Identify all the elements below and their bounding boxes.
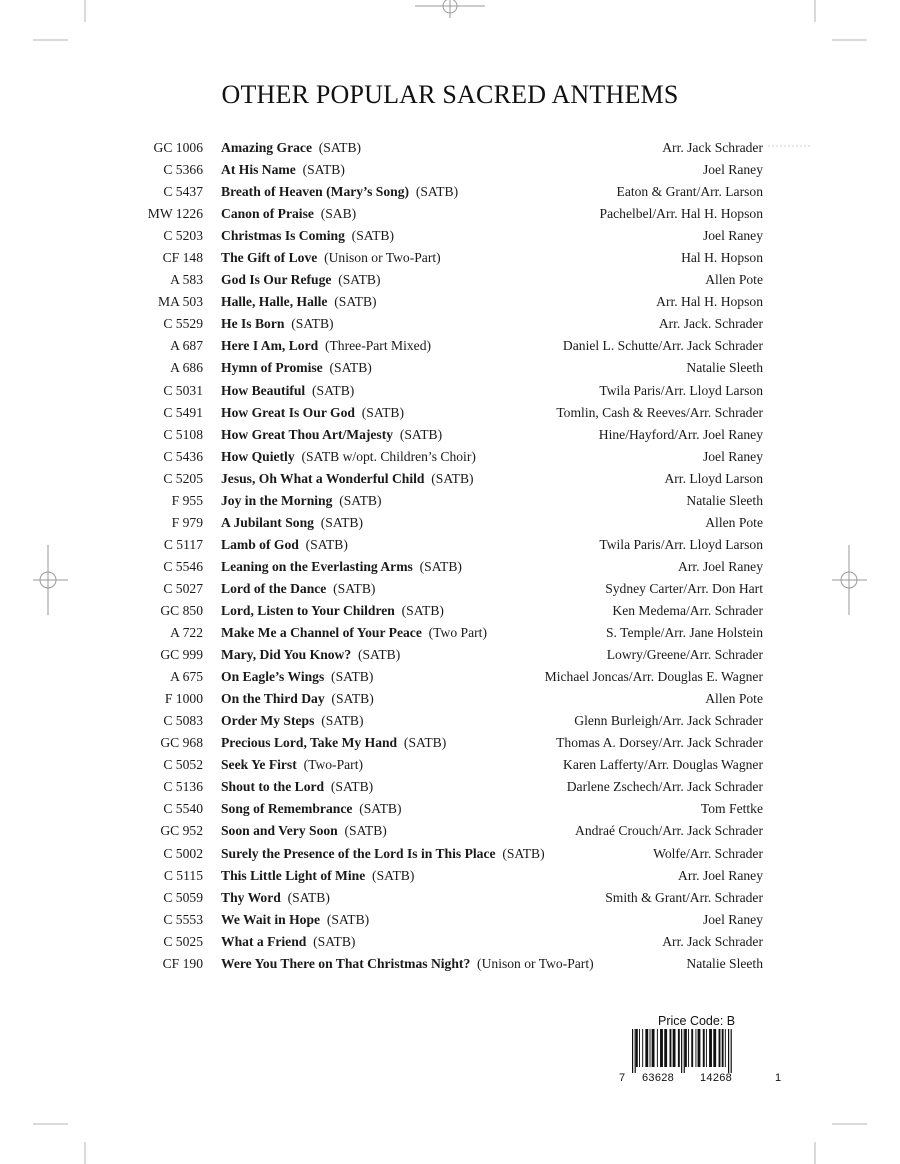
catalog-number: A 675: [170, 669, 203, 685]
barcode-bar: [698, 1029, 701, 1067]
barcode-left-digits: 63628: [642, 1072, 675, 1084]
anthem-title: Soon and Very Soon: [221, 823, 338, 839]
anthem-title: A Jubilant Song: [221, 514, 314, 530]
barcode-check-digit: 1: [775, 1072, 782, 1084]
anthem-title: God Is Our Refuge: [221, 272, 332, 288]
anthem-title: How Great Is Our God: [221, 404, 355, 420]
barcode-bar: [691, 1029, 693, 1067]
anthem-title-cell: [221, 776, 373, 798]
anthem-title-cell: [221, 380, 354, 402]
anthem-title: Were You There on That Christmas Night?: [221, 955, 471, 971]
list-item: [0, 798, 900, 820]
anthem-title-cell: [221, 159, 345, 181]
voicing-note: (SATB): [326, 911, 370, 927]
voicing-note: (SATB): [302, 162, 345, 178]
barcode-bar: [636, 1029, 638, 1067]
composer: Wolfe/Arr. Schrader: [653, 845, 763, 861]
catalog-number: C 5027: [163, 580, 203, 596]
anthem-title-cell: [221, 931, 355, 953]
barcode-bar: [728, 1029, 729, 1073]
voicing-note: (SATB): [287, 889, 330, 905]
anthem-title-cell: [221, 225, 394, 247]
catalog-number: C 5115: [163, 867, 203, 883]
barcode-bar: [635, 1029, 636, 1073]
catalog-number: C 5108: [163, 426, 203, 442]
list-item: [0, 865, 900, 887]
barcode-bar: [639, 1029, 640, 1067]
anthem-title-cell: [221, 402, 404, 424]
barcode-bar: [632, 1029, 633, 1073]
list-item: [0, 600, 900, 622]
voicing-note: (SATB): [344, 823, 387, 839]
list-item: [0, 887, 900, 909]
list-item: [0, 909, 900, 931]
catalog-number: F 979: [171, 514, 203, 530]
catalog-number: A 722: [170, 625, 203, 641]
list-item: [0, 402, 900, 424]
anthem-title: Canon of Praise: [221, 206, 314, 222]
composer: Joel Raney: [702, 448, 763, 464]
anthem-title: Here I Am, Lord: [221, 338, 319, 354]
catalog-number: C 5553: [163, 911, 203, 927]
anthem-title-cell: [221, 622, 487, 644]
anthem-title: Shout to the Lord: [221, 779, 325, 795]
anthem-title: On Eagle’s Wings: [221, 669, 325, 685]
catalog-number: GC 999: [160, 647, 203, 663]
composer: Joel Raney: [702, 228, 763, 244]
composer: Twila Paris/Arr. Lloyd Larson: [599, 536, 763, 552]
voicing-note: (Three-Part Mixed): [324, 338, 432, 354]
composer: Allen Pote: [705, 272, 763, 288]
anthem-title-cell: [221, 357, 372, 379]
barcode-bar: [642, 1029, 643, 1067]
anthem-title-cell: [221, 710, 363, 732]
anthem-title: Mary, Did You Know?: [221, 647, 352, 663]
list-item: [0, 534, 900, 556]
anthem-title: He Is Born: [221, 316, 285, 332]
barcode-bar: [660, 1029, 663, 1067]
anthem-title-cell: [221, 424, 442, 446]
list-item: [0, 688, 900, 710]
list-item: [0, 710, 900, 732]
composer: Tom Fettke: [700, 801, 763, 817]
voicing-note: (SATB): [502, 845, 545, 861]
catalog-number: C 5546: [163, 558, 203, 574]
anthem-title: Surely the Presence of the Lord Is in This Place: [221, 845, 496, 861]
voicing-note: (SATB): [333, 580, 376, 596]
list-item: [0, 666, 900, 688]
catalog-number: C 5205: [163, 470, 203, 486]
catalog-number: F 1000: [164, 691, 203, 707]
composer: Twila Paris/Arr. Lloyd Larson: [599, 382, 763, 398]
anthem-title-cell: [221, 887, 330, 909]
voicing-note: (SATB): [331, 691, 374, 707]
barcode-bar: [703, 1029, 705, 1067]
catalog-number: C 5366: [163, 162, 203, 178]
barcode-lead-digit: 7: [619, 1072, 626, 1084]
anthem-title: Jesus, Oh What a Wonderful Child: [221, 470, 425, 486]
composer: Arr. Jack Schrader: [662, 140, 763, 155]
composer: Lowry/Greene/Arr. Schrader: [606, 647, 763, 663]
voicing-note: (SATB): [359, 801, 402, 817]
anthem-title-cell: [221, 247, 441, 269]
barcode-bar: [685, 1029, 687, 1067]
catalog-number: C 5436: [163, 448, 203, 464]
anthem-title: Song of Remembrance: [221, 801, 353, 817]
anthem-title: Lord of the Dance: [221, 580, 327, 596]
anthem-title: Christmas Is Coming: [221, 228, 345, 244]
catalog-number: C 5025: [163, 933, 203, 949]
catalog-number: C 5031: [163, 382, 203, 398]
anthem-title-cell: [221, 446, 476, 468]
catalog-number: C 5491: [163, 404, 203, 420]
list-item: [0, 644, 900, 666]
composer: Allen Pote: [705, 691, 763, 707]
list-item: [0, 313, 900, 335]
list-item: [0, 622, 900, 644]
anthem-title-cell: [221, 732, 446, 754]
anthem-title: Precious Lord, Take My Hand: [221, 735, 398, 751]
anthem-title-cell: [221, 754, 363, 776]
anthem-title-cell: [221, 909, 369, 931]
anthem-title: Lord, Listen to Your Children: [221, 602, 395, 618]
list-item: [0, 490, 900, 512]
page-title: OTHER POPULAR SACRED ANTHEMS: [221, 80, 679, 109]
anthem-title: Order My Steps: [221, 713, 315, 729]
barcode-bar: [695, 1029, 696, 1067]
composer: Arr. Jack Schrader: [662, 933, 763, 949]
anthem-title-cell: [221, 600, 444, 622]
list-item: [0, 754, 900, 776]
barcode-bar: [731, 1029, 732, 1073]
anthem-title-cell: [221, 578, 375, 600]
composer: Michael Joncas/Arr. Douglas E. Wagner: [544, 669, 763, 685]
composer: Arr. Lloyd Larson: [664, 470, 763, 486]
price-code: Price Code: B: [658, 1014, 736, 1028]
list-item: [0, 335, 900, 357]
composer: Thomas A. Dorsey/Arr. Jack Schrader: [556, 735, 763, 751]
composer: Arr. Hal H. Hopson: [656, 294, 763, 310]
catalog-number: GC 952: [160, 823, 203, 839]
catalog-number: C 5052: [163, 757, 203, 773]
list-item: [0, 247, 900, 269]
composer: Arr. Jack. Schrader: [658, 316, 763, 332]
anthem-title-cell: [221, 137, 361, 159]
composer: Andraé Crouch/Arr. Jack Schrader: [575, 823, 763, 839]
list-item: [0, 203, 900, 225]
composer: Natalie Sleeth: [686, 492, 763, 508]
barcode-bar: [678, 1029, 680, 1067]
voicing-note: (SATB): [330, 779, 374, 795]
list-item: [0, 137, 900, 159]
anthem-title-cell: [221, 666, 373, 688]
voicing-note: (SATB): [334, 294, 377, 310]
anthem-title-cell: [221, 534, 348, 556]
composer: Smith & Grant/Arr. Schrader: [605, 889, 763, 905]
composer: Glenn Burleigh/Arr. Jack Schrader: [574, 713, 763, 729]
anthem-title: Joy in the Morning: [221, 492, 333, 508]
anthem-title-cell: [221, 556, 462, 578]
catalog-number: C 5529: [163, 316, 203, 332]
anthem-title-cell: [221, 798, 401, 820]
voicing-note: (SATB): [431, 470, 474, 486]
composer: Pachelbel/Arr. Hal H. Hopson: [599, 206, 763, 222]
voicing-note: (SATB): [399, 426, 443, 442]
anthem-title: How Beautiful: [221, 382, 306, 398]
catalog-number: F 955: [171, 492, 203, 508]
anthem-title-cell: [221, 865, 414, 887]
barcode-bar: [664, 1029, 667, 1067]
voicing-note: (SATB): [291, 316, 334, 332]
voicing-note: (SATB): [338, 272, 381, 288]
voicing-note: (Unison or Two-Part): [324, 250, 441, 266]
catalog-number: A 686: [170, 360, 203, 376]
anthem-title-cell: [221, 644, 400, 666]
catalog-number: C 5117: [163, 536, 203, 552]
catalog-number: CF 190: [162, 955, 203, 971]
list-item: [0, 843, 900, 865]
voicing-note: (SATB w/opt. Children’s Choir): [301, 448, 476, 464]
catalog-number: C 5437: [163, 184, 203, 200]
composer: Arr. Joel Raney: [678, 558, 763, 574]
catalog-number: C 5203: [163, 228, 203, 244]
voicing-note: (SATB): [331, 669, 374, 685]
composer: Darlene Zschech/Arr. Jack Schrader: [566, 779, 763, 795]
composer: Daniel L. Schutte/Arr. Jack Schrader: [562, 338, 763, 354]
voicing-note: (SATB): [415, 184, 459, 200]
catalog-number: C 5136: [163, 779, 203, 795]
voicing-note: (SATB): [318, 140, 362, 155]
catalog-number: C 5540: [163, 801, 203, 817]
voicing-note: (SATB): [313, 933, 356, 949]
voicing-note: (SAB): [320, 206, 357, 222]
voicing-note: (SATB): [305, 536, 348, 552]
voicing-note: (Two-Part): [303, 757, 364, 773]
barcode-bar: [706, 1029, 707, 1067]
composer: Joel Raney: [702, 162, 763, 178]
composer: Joel Raney: [702, 911, 763, 927]
catalog-number: GC 968: [160, 735, 203, 751]
composer: Sydney Carter/Arr. Don Hart: [605, 580, 763, 596]
anthem-title-cell: [221, 688, 374, 710]
list-item: [0, 269, 900, 291]
anthem-title: How Great Thou Art/Majesty: [221, 426, 394, 442]
anthem-title: Leaning on the Everlasting Arms: [221, 558, 413, 574]
composer: Natalie Sleeth: [686, 360, 763, 376]
list-item: [0, 732, 900, 754]
barcode-bar: [709, 1029, 712, 1067]
list-item: [0, 578, 900, 600]
barcode-bar: [719, 1029, 721, 1067]
barcode-right-digits: 14268: [700, 1072, 733, 1084]
barcode-bar: [657, 1029, 658, 1067]
composer: Allen Pote: [705, 514, 763, 530]
anthem-title: The Gift of Love: [221, 250, 318, 266]
registration-mark-top: [415, 0, 485, 18]
voicing-note: (Two Part): [428, 625, 487, 641]
list-item: [0, 953, 900, 975]
anthem-title: At His Name: [221, 162, 296, 178]
barcode-bar: [645, 1029, 648, 1067]
barcode-bar: [688, 1029, 689, 1067]
anthem-title-cell: [221, 490, 382, 512]
composer: Eaton & Grant/Arr. Larson: [616, 184, 763, 200]
voicing-note: (SATB): [357, 647, 401, 663]
barcode-bar: [652, 1029, 655, 1067]
voicing-note: (SATB): [312, 382, 355, 398]
voicing-note: (SATB): [372, 867, 415, 883]
barcode-bar: [681, 1029, 682, 1073]
anthem-title: This Little Light of Mine: [221, 867, 366, 883]
barcode-bar: [670, 1029, 672, 1067]
catalog-number: A 583: [170, 272, 203, 288]
composer: S. Temple/Arr. Jane Holstein: [606, 625, 763, 641]
anthem-title: Halle, Halle, Halle: [221, 294, 328, 310]
list-item: [0, 357, 900, 379]
list-item: [0, 820, 900, 842]
voicing-note: (SATB): [419, 558, 462, 574]
anthem-title: Thy Word: [221, 889, 281, 905]
list-item: [0, 225, 900, 247]
catalog-number: A 687: [170, 338, 203, 354]
barcode: [630, 1029, 770, 1073]
anthem-title: Breath of Heaven (Mary’s Song): [221, 184, 410, 200]
anthem-title-cell: [221, 269, 381, 291]
voicing-note: (SATB): [329, 360, 372, 376]
anthem-title-cell: [221, 953, 594, 975]
catalog-number: MW 1226: [147, 206, 203, 222]
anthem-title-cell: [221, 313, 334, 335]
anthem-title-cell: [221, 843, 545, 865]
barcode-bar: [650, 1029, 651, 1067]
anthem-title-cell: [221, 335, 431, 357]
anthem-title: Hymn of Promise: [221, 360, 323, 376]
composer: Ken Medema/Arr. Schrader: [612, 602, 763, 618]
anthem-title: Make Me a Channel of Your Peace: [221, 625, 422, 641]
catalog-number: C 5059: [163, 889, 203, 905]
catalog-number: GC 850: [160, 602, 203, 618]
list-item: [0, 556, 900, 578]
list-item: [0, 931, 900, 953]
catalog-number: CF 148: [162, 250, 203, 266]
voicing-note: (SATB): [321, 713, 364, 729]
catalog-number: C 5002: [163, 845, 203, 861]
list-item: [0, 380, 900, 402]
composer: Karen Lafferty/Arr. Douglas Wagner: [563, 757, 763, 773]
list-item: [0, 424, 900, 446]
composer: Arr. Joel Raney: [678, 867, 763, 883]
anthem-title: We Wait in Hope: [221, 911, 321, 927]
composer: Hal H. Hopson: [681, 250, 763, 266]
catalog-number: C 5083: [163, 713, 203, 729]
anthem-title: Seek Ye First: [221, 757, 297, 773]
anthem-title: On the Third Day: [221, 691, 325, 707]
anthem-title: Amazing Grace: [221, 140, 312, 155]
list-item: [0, 181, 900, 203]
list-item: [0, 159, 900, 181]
voicing-note: (SATB): [401, 602, 444, 618]
voicing-note: (SATB): [361, 404, 405, 420]
voicing-note: (SATB): [403, 735, 447, 751]
list-item: [0, 446, 900, 468]
anthem-title-cell: [221, 468, 474, 490]
anthem-title: What a Friend: [221, 933, 307, 949]
composer: Natalie Sleeth: [686, 955, 763, 971]
catalog-number: GC 1006: [153, 140, 203, 155]
voicing-note: (SATB): [351, 228, 394, 244]
barcode-bar: [684, 1029, 685, 1073]
list-item: [0, 512, 900, 534]
voicing-note: (SATB): [339, 492, 382, 508]
composer: Tomlin, Cash & Reeves/Arr. Schrader: [556, 404, 763, 420]
anthem-title-cell: [221, 203, 356, 225]
anthem-title-cell: [221, 291, 377, 313]
list-item: [0, 291, 900, 313]
voicing-note: (Unison or Two-Part): [477, 955, 594, 971]
anthem-list: [0, 137, 900, 975]
anthem-title: How Quietly: [221, 448, 295, 464]
anthem-title-cell: [221, 181, 458, 203]
voicing-note: (SATB): [320, 514, 364, 530]
list-item: [0, 468, 900, 490]
catalog-number: MA 503: [158, 294, 203, 310]
barcode-bar: [673, 1029, 676, 1067]
list-item: [0, 776, 900, 798]
anthem-title-cell: [221, 512, 363, 534]
anthem-title-cell: [221, 820, 387, 842]
barcode-bar: [713, 1029, 716, 1067]
barcode-bar: [722, 1029, 724, 1067]
anthem-title: Lamb of God: [221, 536, 299, 552]
barcode-bar: [725, 1029, 726, 1067]
composer: Hine/Hayford/Arr. Joel Raney: [598, 426, 763, 442]
